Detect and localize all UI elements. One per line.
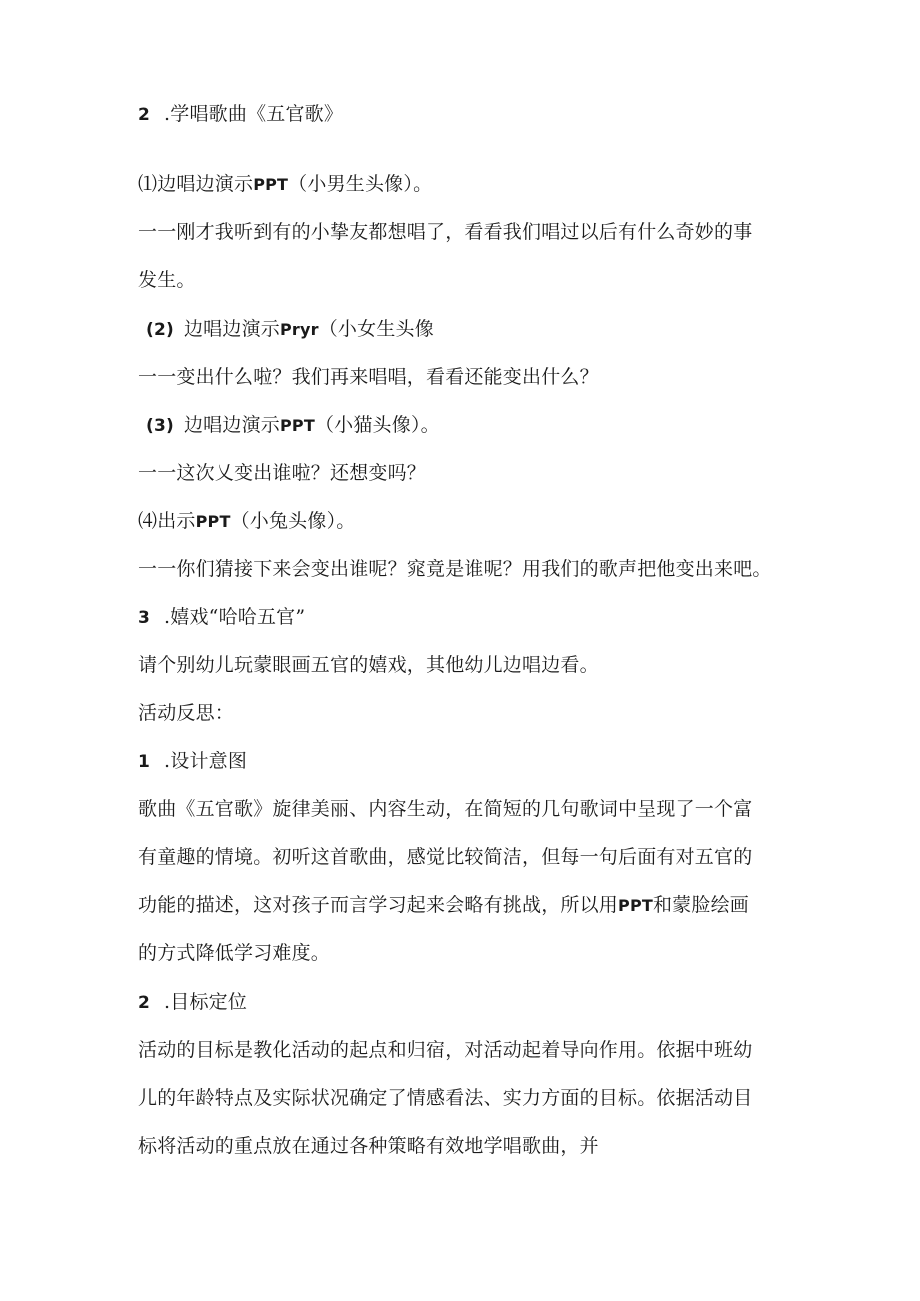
step-prefix: 边唱边演示	[183, 318, 280, 340]
goal-line-2: 儿的年龄特点及实际状况确定了情感看法、实力方面的目标。依据活动目	[138, 1087, 753, 1109]
heading-text: .嬉戏“哈哈五官”	[164, 606, 306, 628]
step-1	[138, 172, 432, 197]
heading-text: .设计意图	[164, 750, 248, 772]
line-suffix: 和蒙脸绘画	[652, 894, 749, 916]
dialog-2: 一一变出什么啦？我们再来唱唱，看看还能变出什么？	[138, 366, 599, 388]
step-prefix: ⑷出示	[138, 510, 196, 532]
dialog-4: 一一你们猜接下来会变出谁呢？窕竟是谁呢？用我们的歌声把他变出来吧。	[138, 558, 772, 580]
step-prefix: ⑴边唱边演示	[138, 173, 254, 195]
step-prefix: 边唱边演示	[183, 414, 280, 436]
step-number: (2)	[146, 320, 174, 340]
section-heading-3	[138, 605, 305, 630]
subheading-design-intent	[138, 749, 247, 774]
game-paragraph: 请个别幼儿玩蒙眼画五官的嬉戏，其他幼儿边唱边看。	[138, 654, 599, 676]
line-prefix: 功能的描述，这对孩子而言学习起来会略有挑战，所以用	[138, 894, 619, 916]
section-heading-2	[138, 102, 343, 127]
heading-text: .目标定位	[164, 991, 248, 1013]
step-suffix: （小男生头像）。	[288, 173, 433, 195]
step-number: (3)	[146, 416, 174, 436]
subheading-goal	[138, 990, 247, 1015]
step-4	[138, 509, 355, 534]
dialog-3: 一一这次乂变出谁啦？还想变吗？	[138, 462, 427, 484]
heading-number: 1	[138, 752, 151, 772]
heading-number: 2	[138, 105, 151, 125]
step-suffix: （小猫头像）。	[314, 414, 440, 436]
step-3	[146, 413, 440, 438]
step-2	[146, 317, 434, 342]
step-latin: Pryr	[279, 320, 319, 339]
goal-line-3: 标将活动的重点放在通过各种策略有效地学唱歌曲，并	[138, 1135, 599, 1157]
dialog-1-line-2: 发生。	[138, 269, 196, 291]
design-line-2: 有童趣的情境。初听这首歌曲，感觉比较简洁，但每一句后面有对五官的	[138, 846, 753, 868]
reflection-title: 活动反思：	[138, 702, 235, 724]
step-suffix: （小兔头像）。	[230, 510, 356, 532]
step-suffix: （小女生头像	[318, 318, 434, 340]
dialog-1-line-1: 一一刚才我听到有的小挚友都想唱了，看看我们唱过以后有什么奇妙的事	[138, 221, 753, 243]
step-latin: PPT	[253, 175, 289, 194]
step-latin: PPT	[195, 512, 231, 531]
design-line-4: 的方式降低学习难度。	[138, 942, 331, 964]
heading-text: .学唱歌曲《五官歌》	[164, 103, 344, 125]
line-latin: PPT	[618, 896, 653, 915]
design-line-3	[138, 893, 749, 918]
heading-number: 2	[138, 993, 151, 1013]
goal-line-1: 活动的目标是教化活动的起点和归宿，对活动起着导向作用。依据中班幼	[138, 1039, 753, 1061]
heading-number: 3	[138, 608, 151, 628]
step-latin: PPT	[279, 416, 315, 435]
design-line-1: 歌曲《五官歌》旋律美丽、内容生动，在简短的几句歌词中呈现了一个富	[138, 798, 753, 820]
